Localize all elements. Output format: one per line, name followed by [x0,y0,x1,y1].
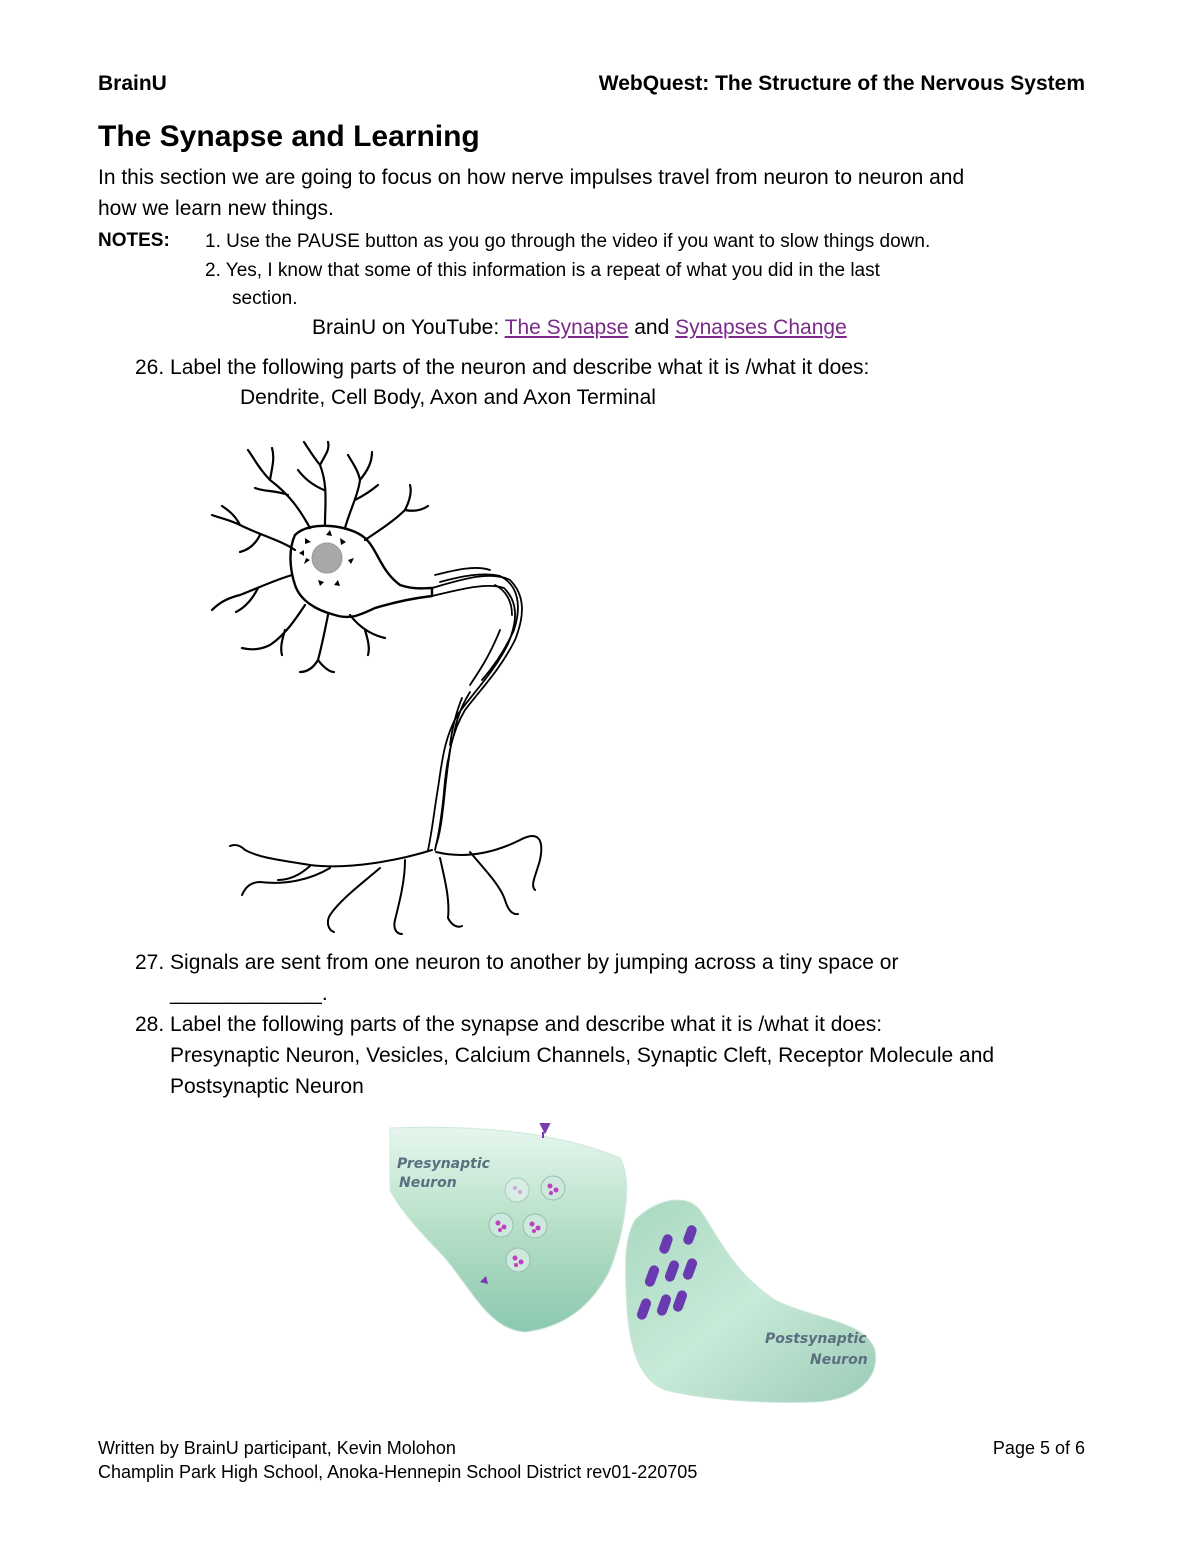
question-27-blank: _____________. [170,982,328,1005]
link-synapses-change[interactable]: Synapses Change [675,316,847,339]
presynaptic-label-line-2: Neuron [399,1175,457,1191]
footer-school: Champlin Park High School, Anoka-Hennepin School District rev01-220705 [98,1462,698,1482]
calcium-channel-top [541,1124,549,1138]
axon-terminals [230,836,541,934]
synapse-diagram [385,1120,885,1405]
presynaptic-label-line-1: Presynaptic [397,1156,490,1172]
neuron-axon [428,568,522,850]
note-1: 1. Use the PAUSE button as you go through the video if you want to slow things down. [205,231,931,252]
youtube-line [312,316,847,340]
question-26-parts: Dendrite, Cell Body, Axon and Axon Terminal [240,386,656,409]
notes-label: NOTES: [98,230,170,251]
page-number: Page 5 of 6 [992,1438,1085,1458]
neuron-diagram [200,440,560,940]
header-right: WebQuest: The Structure of the Nervous System [598,72,1085,95]
postsynaptic-label-line-2: Neuron [810,1352,868,1368]
note-2-line-1: 2. Yes, I know that some of this information is a repeat of what you did in the last [205,260,880,281]
page-title: The Synapse and Learning [98,120,480,153]
link-the-synapse[interactable]: The Synapse [504,316,629,339]
note-2-line-2: section. [232,288,298,309]
question-27: 27. Signals are sent from one neuron to another by jumping across a tiny space or [135,951,899,974]
question-26: 26. Label the following parts of the neuron and describe what it is /what it does: [135,356,870,379]
postsynaptic-label-line-1: Postsynaptic [765,1331,867,1347]
question-28: 28. Label the following parts of the synapse and describe what it is /what it does: [135,1013,883,1036]
intro-line-1: In this section we are going to focus on how nerve impulses travel from neuron to neuron and [98,166,965,189]
cell-nucleus [312,543,342,573]
footer-author: Written by BrainU participant, Kevin Molohon [98,1438,456,1458]
intro-line-2: how we learn new things. [98,197,334,220]
header-left: BrainU [98,72,167,95]
question-28-parts-line-2: Postsynaptic Neuron [170,1075,364,1098]
question-28-parts-line-1: Presynaptic Neuron, Vesicles, Calcium Channels, Synaptic Cleft, Receptor Molecule and [170,1044,995,1067]
youtube-and: and [628,316,676,339]
youtube-prefix: BrainU on YouTube: [312,316,505,339]
